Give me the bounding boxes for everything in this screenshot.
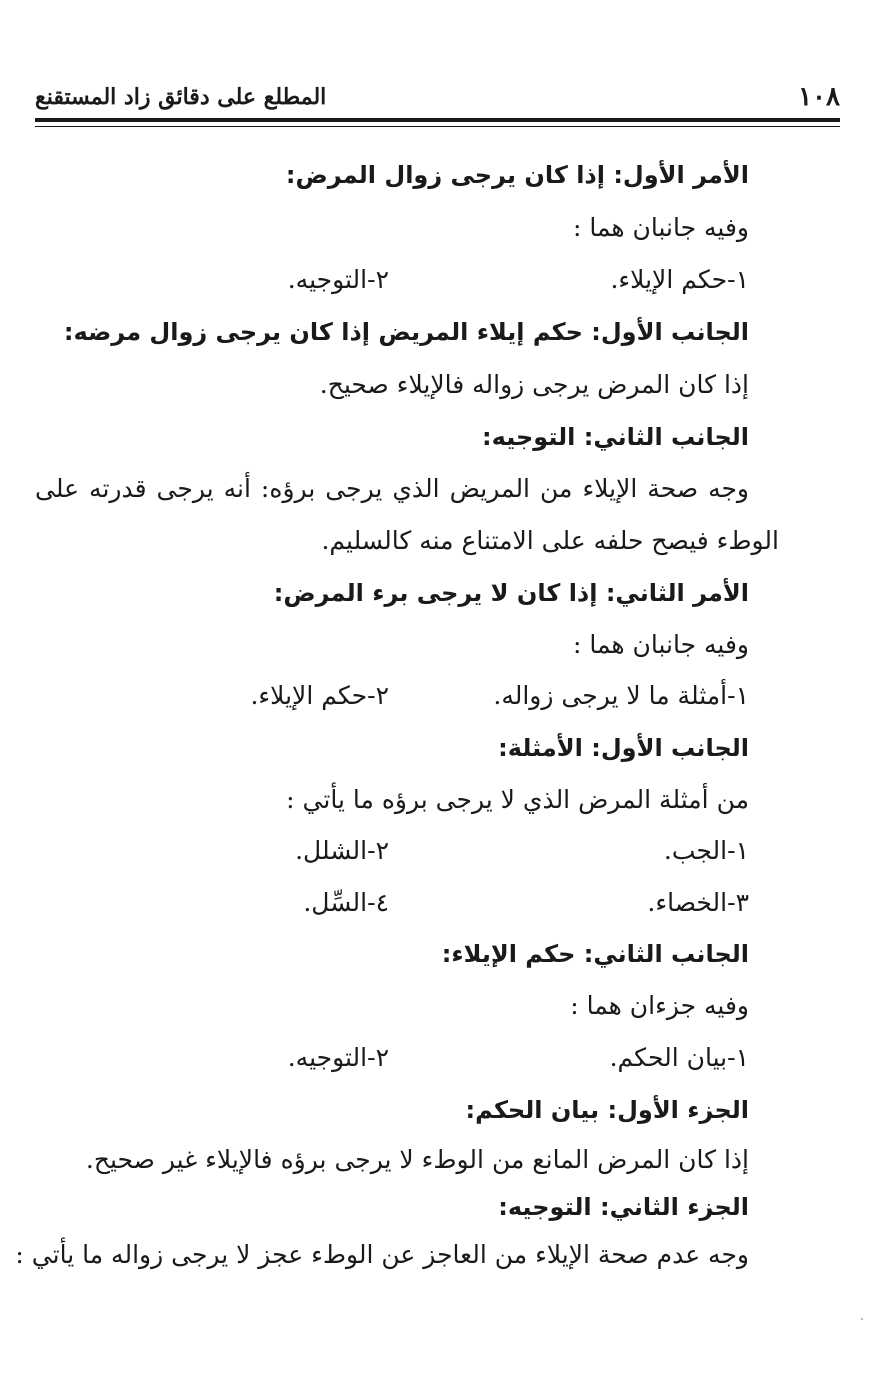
- list-item: ١-الجب.: [663, 836, 749, 865]
- page-number: ١٠٨: [798, 82, 840, 112]
- header-rule-thin: [35, 126, 840, 127]
- header-rule-thick: [35, 118, 840, 122]
- paragraph-intro: وفيه جانبان هما :: [572, 630, 749, 659]
- page-header: [35, 78, 840, 120]
- paragraph-line: وجه صحة الإيلاء من المريض الذي يرجى برؤه: أنه يرجى قدرته على: [35, 474, 749, 503]
- paragraph-line: الوطء فيصح حلفه على الامتناع منه كالسليم.: [321, 526, 779, 555]
- list-item: ٤-السِّل.: [303, 888, 389, 917]
- list-item: ١-حكم الإيلاء.: [610, 265, 749, 294]
- list-item: ٢-التوجيه.: [287, 265, 389, 294]
- subsection-heading: الجانب الثاني: التوجيه:: [482, 423, 749, 451]
- part-heading: الجزء الثاني: التوجيه:: [498, 1193, 749, 1221]
- list-item: ٢-الشلل.: [295, 836, 389, 865]
- section-heading-amr-1: الأمر الأول: إذا كان يرجى زوال المرض:: [285, 161, 749, 189]
- subsection-heading: الجانب الأول: الأمثلة:: [498, 734, 749, 762]
- paragraph-intro: من أمثلة المرض الذي لا يرجى برؤه ما يأتي :: [286, 785, 749, 814]
- list-item: ٣-الخصاء.: [647, 888, 749, 917]
- scan-speck: [861, 1318, 863, 1320]
- paragraph: إذا كان المرض يرجى زواله فالإيلاء صحيح.: [319, 370, 749, 399]
- running-title: المطلع على دقائق زاد المستقنع: [35, 84, 327, 110]
- subsection-heading: الجانب الثاني: حكم الإيلاء:: [441, 940, 749, 968]
- subsection-heading: الجانب الأول: حكم إيلاء المريض إذا كان يرجى زوال مرضه:: [63, 318, 749, 346]
- list-item: ١-أمثلة ما لا يرجى زواله.: [493, 681, 749, 710]
- section-heading-amr-2: الأمر الثاني: إذا كان لا يرجى برء المرض:: [273, 579, 749, 607]
- paragraph: وجه عدم صحة الإيلاء من العاجز عن الوطء عجز لا يرجى زواله ما يأتي :: [15, 1240, 749, 1269]
- list-item: ٢-حكم الإيلاء.: [250, 681, 389, 710]
- paragraph-intro: وفيه جزءان هما :: [570, 991, 749, 1020]
- part-heading: الجزء الأول: بيان الحكم:: [465, 1096, 749, 1124]
- paragraph-intro: وفيه جانبان هما :: [572, 213, 749, 242]
- list-item: ١-بيان الحكم.: [609, 1043, 749, 1072]
- paragraph: إذا كان المرض المانع من الوطء لا يرجى برؤه فالإيلاء غير صحيح.: [85, 1145, 749, 1174]
- list-item: ٢-التوجيه.: [287, 1043, 389, 1072]
